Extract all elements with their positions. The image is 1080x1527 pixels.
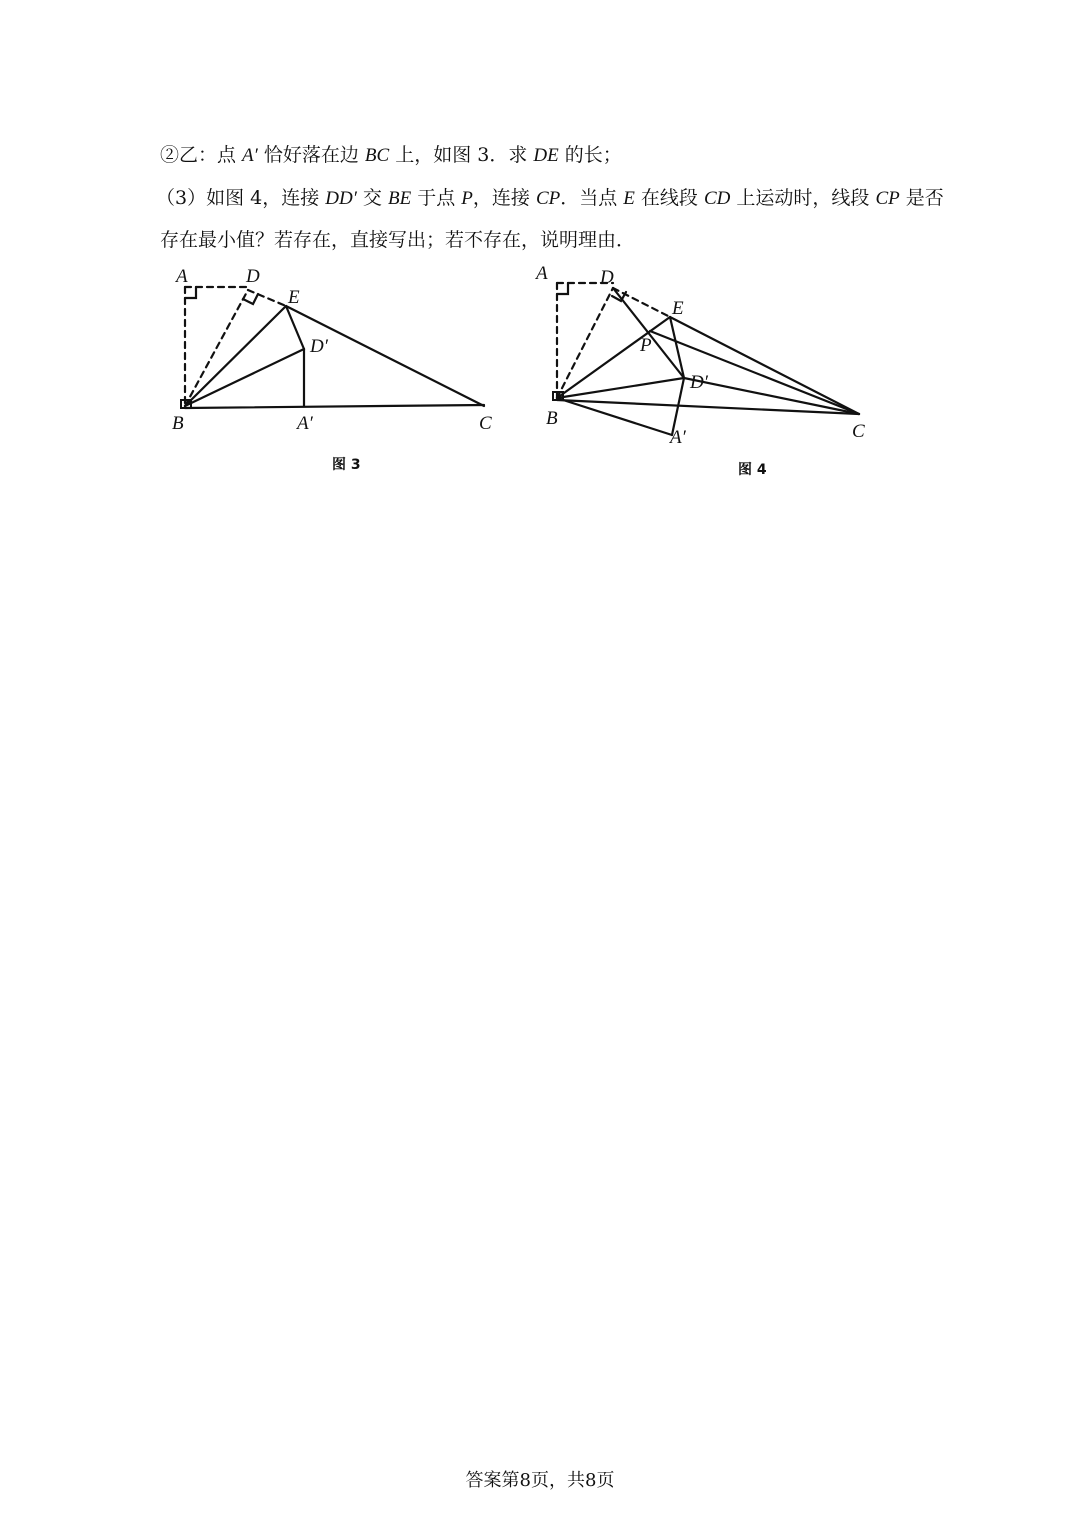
label-E: E	[288, 287, 300, 308]
segment-label: BE	[387, 188, 412, 209]
segment-D-prime-C	[684, 378, 859, 414]
text: 上运动时，线段	[730, 187, 876, 209]
text: 是否	[899, 187, 944, 209]
label-C: C	[479, 413, 492, 434]
text: 上，如图 3．求	[389, 144, 534, 166]
label-B: B	[546, 408, 558, 429]
text: ②乙：点	[160, 144, 243, 166]
point-label: A′	[242, 145, 258, 166]
segment-BD	[557, 288, 613, 398]
segment-label: DE	[533, 145, 559, 166]
point-label: P	[461, 188, 473, 209]
segment-DE	[613, 288, 670, 317]
label-D-prime: D′	[690, 372, 708, 393]
label-A-prime: A′	[670, 427, 686, 448]
label-B: B	[172, 413, 184, 434]
text: 的长；	[558, 144, 622, 166]
segment-PC	[650, 331, 859, 414]
figure-4-caption: 图 4	[738, 462, 767, 478]
figure-4	[0, 0, 1080, 504]
segment-label: BC	[364, 145, 390, 166]
label-D: D	[600, 267, 614, 288]
figure-4-svg	[0, 0, 1080, 500]
text: ，连接	[472, 187, 536, 209]
text: 存在最小值？若存在，直接写出；若不存在，说明理由．	[160, 229, 636, 251]
label-A-prime: A′	[297, 413, 313, 434]
text: 交	[356, 187, 388, 209]
segment-BE	[557, 317, 670, 398]
page-footer: 答案第8页，共8页	[465, 1470, 615, 1491]
text: 于点	[411, 187, 462, 209]
segment-label: CP	[535, 188, 561, 209]
text: 恰好落在边	[257, 144, 365, 166]
segment-label: CP	[875, 188, 900, 209]
label-D: D	[246, 266, 260, 287]
segment-EC	[670, 317, 859, 414]
segment-BD-prime	[557, 378, 684, 398]
text: （3）如图 4，连接	[156, 187, 326, 209]
segment-label: DD′	[325, 188, 357, 209]
text: 在线段	[634, 187, 704, 209]
label-C: C	[852, 421, 865, 442]
label-D-prime: D′	[310, 336, 328, 357]
right-angle-mark-A	[557, 283, 568, 294]
label-A: A	[176, 266, 188, 287]
label-A: A	[536, 263, 548, 284]
label-E: E	[672, 298, 684, 319]
point-label: E	[623, 188, 635, 209]
text: ．当点	[560, 187, 624, 209]
label-P: P	[640, 335, 652, 356]
segment-label: CD	[703, 188, 731, 209]
figure-3-caption: 图 3	[332, 457, 361, 473]
